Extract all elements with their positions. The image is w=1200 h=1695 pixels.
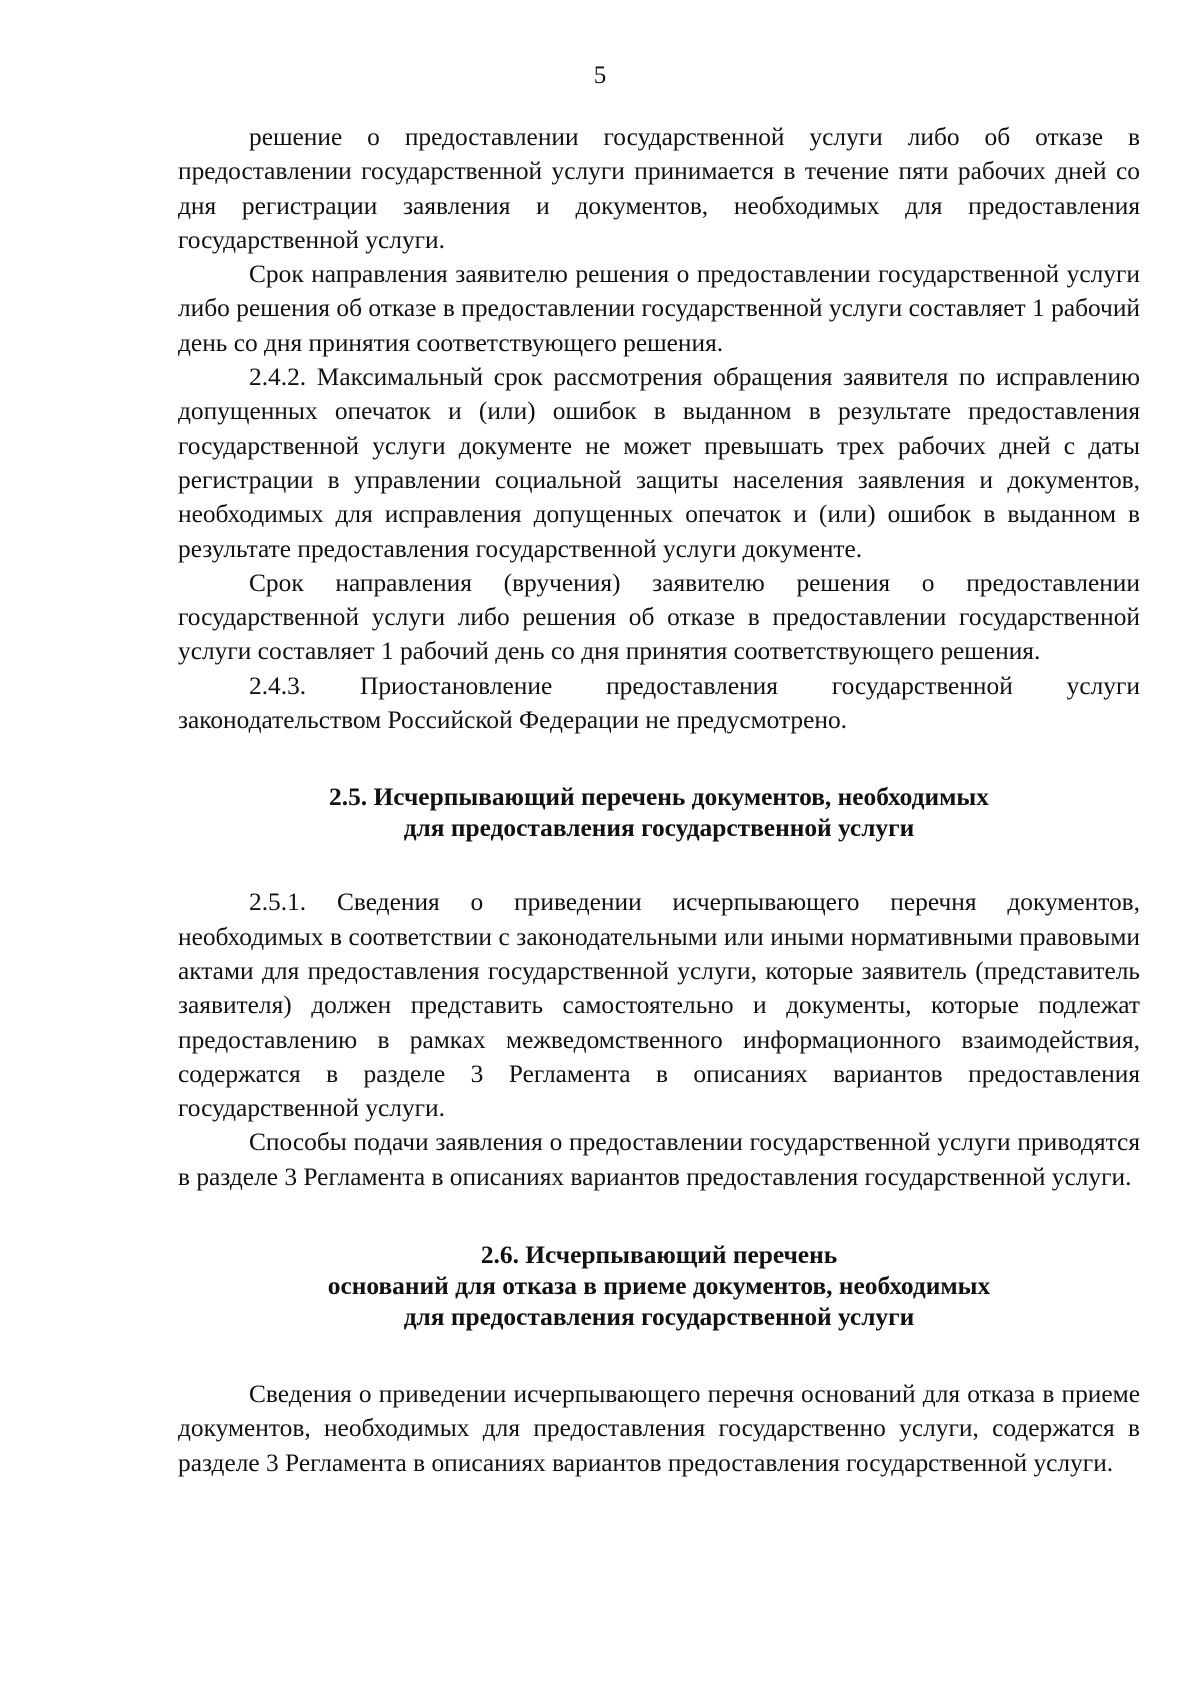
section-heading-2-6 bbox=[178, 1240, 1140, 1333]
paragraph-decision-term: решение о предоставлении государственной услуги либо об отказе в предоставлении государственной услуги принимается в течение пяти рабочих дней со дня регистрации заявления и документов, необходимых для предоставления государственной услуги. bbox=[178, 123, 1140, 254]
paragraph-refusal-grounds: Сведения о приведении исчерпывающего перечня оснований для отказа в приеме документов, необходимых для предоставления государственно услуги, содержатся в разделе 3 Регламента в описаниях вариантов предоставления государственной услуги. bbox=[178, 1380, 1140, 1477]
section-heading-2-6-line3: для предоставления государственной услуги bbox=[403, 1303, 915, 1332]
section-heading-2-5-line2: для предоставления государственной услуги bbox=[403, 814, 915, 843]
paragraph-submission-methods: Способы подачи заявления о предоставлении государственной услуги приводятся в разделе 3 Регламента в описаниях вариантов предоставления государственной услуги. bbox=[178, 1128, 1140, 1191]
paragraph-2-4-3: 2.4.3. Приостановление предоставления государственной услуги законодательством Российской Федерации не предусмотрено. bbox=[178, 671, 1140, 735]
paragraph-delivery-term: Срок направления (вручения) заявителю решения о предоставлении государственной услуги либо решения об отказе в предоставлении государственной услуги составляет 1 рабочий день со дня принятия соответствующего решения. bbox=[178, 568, 1140, 666]
paragraph-2-4-2: 2.4.2. Максимальный срок рассмотрения обращения заявителя по исправлению допущенных опечаток и (или) ошибок в выданном в результате предоставления государственной услуги документе не может превышать трех рабочих дней с даты регистрации в управлении социальной защиты населения заявления и документов, необходимых для исправления допущенных опечаток и (или) ошибок в выданном в результате предоставления государственной услуги документе. bbox=[178, 363, 1140, 563]
paragraph-decision-delivery-term: Срок направления заявителю решения о предоставлении государственной услуги либо решения об отказе в предоставлении государственной услуги составляет 1 рабочий день со дня принятия соответствующего решения. bbox=[178, 260, 1140, 357]
paragraph-2-5-1: 2.5.1. Сведения о приведении исчерпывающего перечня документов, необходимых в соответствии с законодательными или иными нормативными правовыми актами для предоставления государственной услуги, которые заявитель (представитель заявителя) должен представить самостоятельно и документы, которые подлежат предоставлению в рамках межведомственного информационного взаимодействия, содержатся в разделе 3 Регламента в описаниях вариантов предоставления государственной услуги. bbox=[178, 888, 1140, 1123]
section-heading-2-5 bbox=[178, 782, 1140, 844]
page-number: 5 bbox=[593, 62, 607, 89]
section-heading-2-5-line1: 2.5. Исчерпывающий перечень документов, необходимых bbox=[329, 783, 989, 812]
section-heading-2-6-line2: оснований для отказа в приеме документов, необходимых bbox=[327, 1272, 991, 1301]
section-heading-2-6-line1: 2.6. Исчерпывающий перечень bbox=[480, 1241, 838, 1270]
document-body bbox=[178, 120, 1140, 1480]
